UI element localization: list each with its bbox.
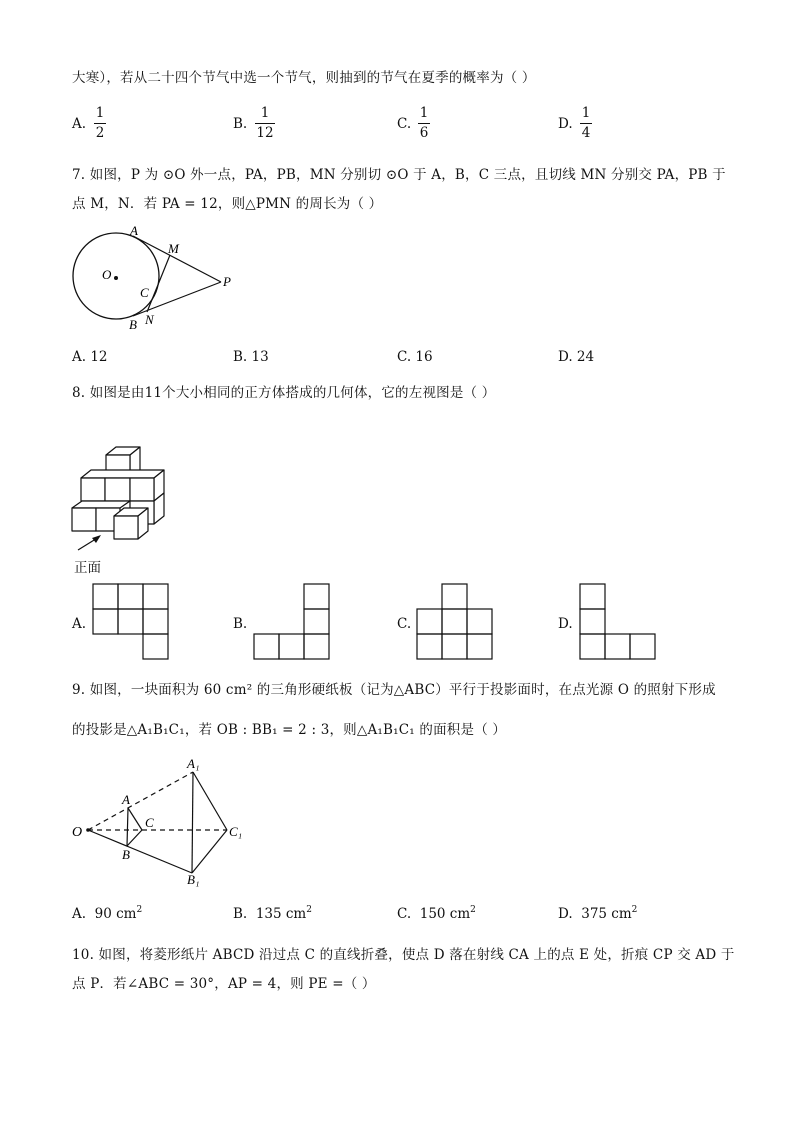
option-label: A. xyxy=(72,906,87,922)
label-a: A xyxy=(122,792,130,807)
edge-c1b1 xyxy=(192,830,227,873)
cube-face xyxy=(105,478,130,501)
label-c1: C₁ xyxy=(229,824,243,839)
edge-a1b1 xyxy=(192,772,193,873)
edge-ab xyxy=(127,808,128,846)
q7-circle-tangent-figure xyxy=(66,222,246,334)
label-c: C xyxy=(145,815,154,830)
q7-option-b: B. 13 xyxy=(233,349,269,365)
cube-face xyxy=(72,508,96,531)
q8-option-b-view xyxy=(253,583,331,661)
q7-option-d: D. 24 xyxy=(558,349,595,365)
q9-option-a xyxy=(72,905,142,922)
fraction-denominator: 2 xyxy=(95,125,105,141)
option-value: 375 cm xyxy=(581,906,632,922)
label-b1: B₁ xyxy=(187,872,200,887)
label-n: N xyxy=(145,312,154,327)
q6-option-d-label: D. xyxy=(558,116,573,132)
fraction-denominator: 12 xyxy=(256,125,274,141)
label-o: O xyxy=(72,825,83,840)
q6-option-a-label: A. xyxy=(72,116,87,132)
q8-option-d-view xyxy=(579,583,657,661)
q10-text-line1: 10. 如图，将菱形纸片 ABCD 沿过点 C 的直线折叠，使点 D 落在射线 CA 上的点 E 处，折痕 CP 交 AD 于 xyxy=(72,947,735,963)
q8-option-c-view xyxy=(416,583,494,661)
q9-text-line2: 的投影是△A₁B₁C₁，若 OB : BB₁ = 2 : 3，则△A₁B₁C₁ 的面积是（ ） xyxy=(72,722,507,738)
label-b: B xyxy=(129,317,137,332)
edge-a1c1 xyxy=(193,772,227,830)
option-value: 135 cm xyxy=(255,906,307,922)
q6-option-a-fraction xyxy=(94,105,106,142)
q8-cube-solid-figure xyxy=(66,440,186,575)
option-exponent: 2 xyxy=(470,905,476,915)
option-value: 90 cm xyxy=(94,906,137,922)
fraction-numerator: 1 xyxy=(419,105,429,121)
q7-text-line1: 7. 如图，P 为 ⊙O 外一点，PA，PB，MN 分别切 ⊙O 于 A，B，C 三点，且切线 MN 分别交 PA，PB 于 xyxy=(72,167,726,183)
option-value: 150 cm xyxy=(419,906,471,922)
q6-option-c-label: C. xyxy=(397,116,412,132)
q7-text-line2: 点 M，N．若 PA = 12，则△PMN 的周长为（ ） xyxy=(72,196,383,212)
q6-option-c-fraction xyxy=(418,105,430,142)
q8-option-b-label: B. xyxy=(233,616,248,632)
q7-option-a: A. 12 xyxy=(72,349,108,365)
fraction-numerator: 1 xyxy=(260,105,270,121)
edge-ac xyxy=(128,808,142,830)
center-point xyxy=(114,276,118,280)
q10-text-line2: 点 P．若∠ABC = 30°，AP = 4，则 PE =（ ） xyxy=(72,976,376,992)
q8-option-a-view xyxy=(92,583,170,661)
q9-option-b xyxy=(233,905,312,922)
front-arrow-head xyxy=(92,535,101,543)
option-exponent: 2 xyxy=(306,905,312,915)
option-label: D. xyxy=(558,906,573,922)
fraction-denominator: 4 xyxy=(581,125,591,141)
q9-option-c xyxy=(397,905,476,922)
label-a1: A₁ xyxy=(187,756,200,771)
cube-face xyxy=(114,516,138,539)
fraction-numerator: 1 xyxy=(581,105,591,121)
label-a: A xyxy=(130,223,138,238)
option-exponent: 2 xyxy=(631,905,638,915)
ray-oa1 xyxy=(88,772,193,830)
point-o xyxy=(86,828,90,832)
label-p: P xyxy=(223,274,231,289)
edge-cb xyxy=(127,830,142,846)
q7-option-c: C. 16 xyxy=(397,349,433,365)
row2-top-face xyxy=(81,470,164,478)
q9-text-line1: 9. 如图，一块面积为 60 cm² 的三角形硬纸板（记为△ABC）平行于投影面时，在点光源 O 的照射下形成 xyxy=(72,682,716,698)
q6-text: 大寒），若从二十四个节气中选一个节气，则抽到的节气在夏季的概率为（ ） xyxy=(72,70,536,86)
q6-option-b-label: B. xyxy=(233,116,248,132)
q8-text: 8. 如图是由11个大小相同的正方体搭成的几何体，它的左视图是（ ） xyxy=(72,385,496,401)
cube-face xyxy=(81,478,105,501)
q8-option-c-label: C. xyxy=(397,616,412,632)
q9-projection-figure xyxy=(66,752,266,887)
cube-face xyxy=(130,478,154,501)
q9-option-d xyxy=(558,905,637,922)
row-front-top xyxy=(72,501,130,508)
fraction-numerator: 1 xyxy=(95,105,105,121)
option-label: B. xyxy=(233,906,248,922)
label-o: O xyxy=(102,267,112,282)
option-exponent: 2 xyxy=(136,905,143,915)
q8-front-label: 正面 xyxy=(74,560,101,576)
ray-ob1 xyxy=(88,830,192,873)
q6-option-b-fraction xyxy=(255,105,275,142)
label-m: M xyxy=(168,241,179,256)
label-b: B xyxy=(122,847,130,862)
q6-option-d-fraction xyxy=(580,105,592,142)
label-c: C xyxy=(140,285,149,300)
q8-option-d-label: D. xyxy=(558,616,573,632)
fraction-denominator: 6 xyxy=(419,125,429,141)
q8-option-a-label: A. xyxy=(72,616,87,632)
option-label: C. xyxy=(397,906,412,922)
